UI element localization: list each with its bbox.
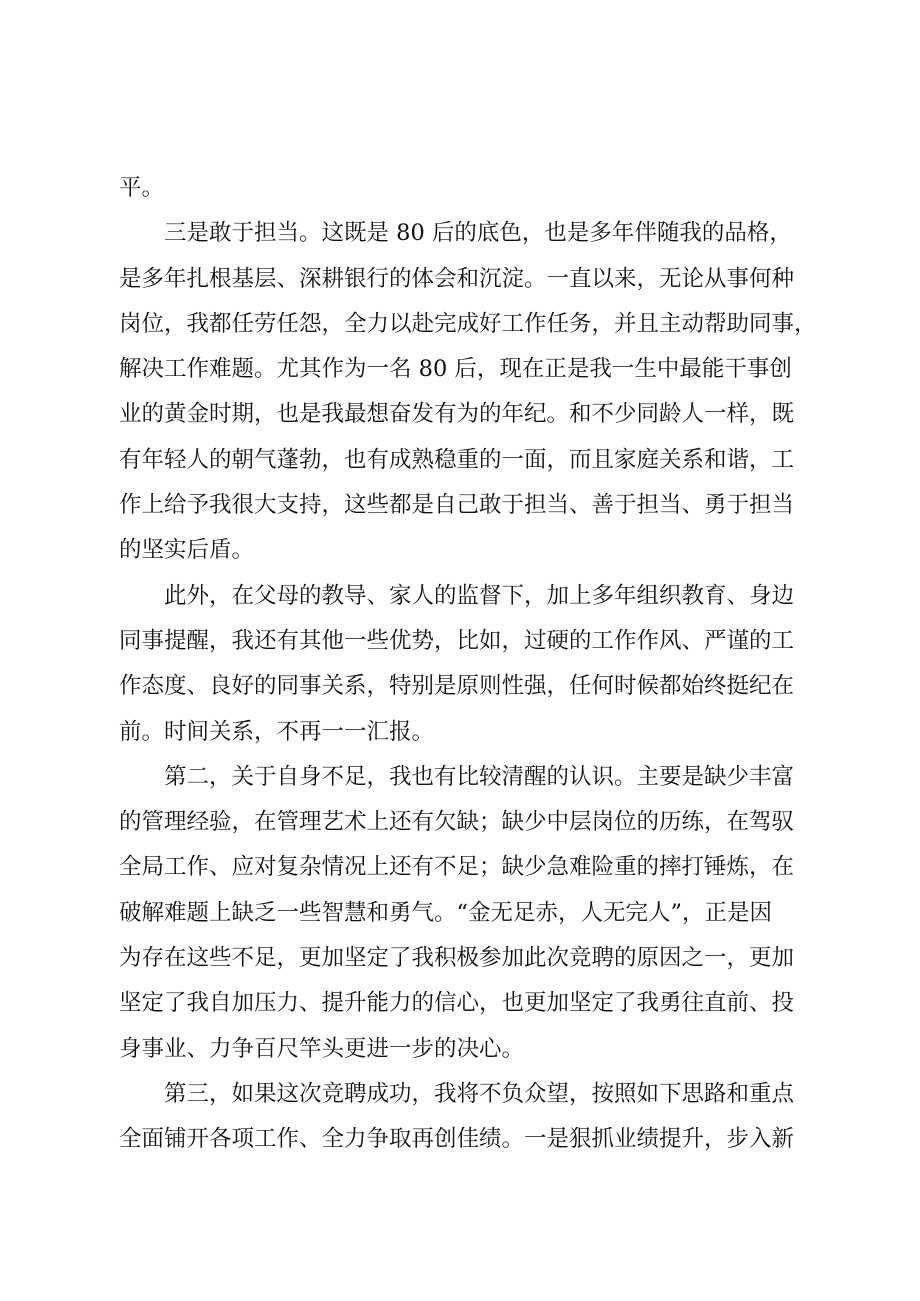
text-line: 有年轻人的朝气蓬勃，也有成熟稳重的一面，而且家庭关系和谐，工	[119, 446, 795, 473]
text-line: 平。	[119, 175, 165, 201]
text-line: 的坚实后盾。	[119, 537, 255, 564]
text-line: 此外，在父母的教导、家人的监督下，加上多年组织教育、身边	[164, 582, 795, 609]
text-line: 前。时间关系，不再一一汇报。	[119, 718, 435, 745]
text-line: 同事提醒，我还有其他一些优势，比如，过硬的工作作风、严谨的工	[119, 627, 795, 654]
text-line: 坚定了我自加压力、提升能力的信心，也更加坚定了我勇往直前、投	[119, 990, 795, 1017]
text-line: 业的黄金时期，也是我最想奋发有为的年纪。和不少同龄人一样，既	[119, 401, 795, 428]
text-line: 解决工作难题。尤其作为一名 80 后，现在正是我一生中最能干事创	[119, 356, 792, 383]
text-line: 是多年扎根基层、深耕银行的体会和沉淀。一直以来，无论从事何种	[119, 265, 795, 292]
text-line: 第三，如果这次竞聘成功，我将不负众望，按照如下思路和重点	[164, 1080, 795, 1107]
text-line: 身事业、力争百尺竿头更进一步的决心。	[119, 1035, 525, 1062]
text-line: 作态度、良好的同事关系，特别是原则性强，任何时候都始终挺纪在	[119, 673, 795, 700]
document-body	[119, 166, 819, 1163]
text-line: 全面铺开各项工作、全力争取再创佳绩。一是狠抓业绩提升，步入新	[119, 1126, 795, 1153]
text-line: 的管理经验，在管理艺术上还有欠缺；缺少中层岗位的历练，在驾驭	[119, 809, 795, 836]
text-line: 作上给予我很大支持，这些都是自己敢于担当、善于担当、勇于担当	[119, 492, 795, 519]
text-line: 三是敢于担当。这既是 80 后的底色，也是多年伴随我的品格，	[164, 220, 792, 247]
text-line: 全局工作、应对复杂情况上还有不足；缺少急难险重的摔打锤炼，在	[119, 854, 795, 881]
text-line: 破解难题上缺乏一些智慧和勇气。“金无足赤，人无完人”，正是因	[119, 899, 773, 926]
text-line: 第二，关于自身不足，我也有比较清醒的认识。主要是缺少丰富	[164, 763, 795, 790]
text-line: 为存在这些不足，更加坚定了我积极参加此次竞聘的原因之一，更加	[119, 945, 795, 972]
text-line: 岗位，我都任劳任怨，全力以赴完成好工作任务，并且主动帮助同事，	[119, 310, 817, 337]
